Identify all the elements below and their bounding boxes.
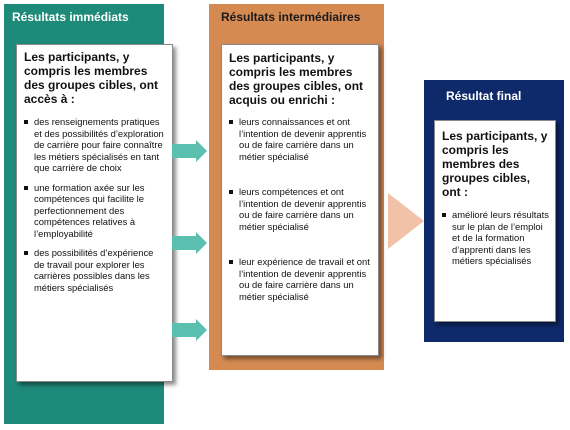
immediate-results-card [16, 44, 173, 382]
list-item: une formation axée sur les compétences qui facilite le perfectionnement des compétences relatives à l’employabilité [24, 182, 166, 240]
immediate-results-title: Résultats immédiats [12, 10, 129, 24]
final-result-column [424, 80, 564, 342]
list-item: des possibilités d’expérience de travail pour explorer les carrières possibles dans les métiers spécialisés [24, 247, 166, 293]
intermediate-results-intro: Les participants, y compris les membres des groupes cibles, ont acquis ou enrichi : [229, 51, 364, 107]
intermediate-results-column [209, 4, 384, 370]
intermediate-results-card [221, 44, 379, 356]
arrow-right-icon [172, 232, 208, 254]
list-item: leur expérience de travail et ont l’intention de devenir apprentis ou de faire carrière dans un métier spécialisé [229, 256, 372, 302]
list-item: des renseignements pratiques et des possibilités d’exploration de carrière pour faire connaître les métiers spécialisés en tant que carrière de choix [24, 116, 166, 174]
immediate-results-list [24, 116, 166, 293]
list-item: leurs compétences et ont l’intention de devenir apprentis ou de faire carrière dans un métier spécialisé [229, 186, 372, 232]
immediate-results-column [4, 4, 164, 424]
immediate-results-intro: Les participants, y compris les membres des groupes cibles, ont accès à : [24, 50, 159, 106]
intermediate-results-title: Résultats intermédiaires [221, 10, 361, 24]
arrow-right-icon [388, 193, 424, 249]
arrow-right-icon [172, 140, 208, 162]
arrow-right-icon [172, 319, 208, 341]
intermediate-results-list [229, 116, 372, 302]
list-item: amélioré leurs résultats sur le plan de l’emploi et de la formation d’apprenti dans les métiers spécialisés [442, 209, 549, 267]
list-item: leurs connaissances et ont l’intention de devenir apprentis ou de faire carrière dans un métier spécialisé [229, 116, 372, 162]
final-result-card [434, 120, 556, 322]
final-result-intro: Les participants, y compris les membres des groupes cibles, ont : [442, 129, 548, 199]
final-result-list [442, 209, 549, 267]
final-result-title: Résultat final [446, 89, 522, 103]
